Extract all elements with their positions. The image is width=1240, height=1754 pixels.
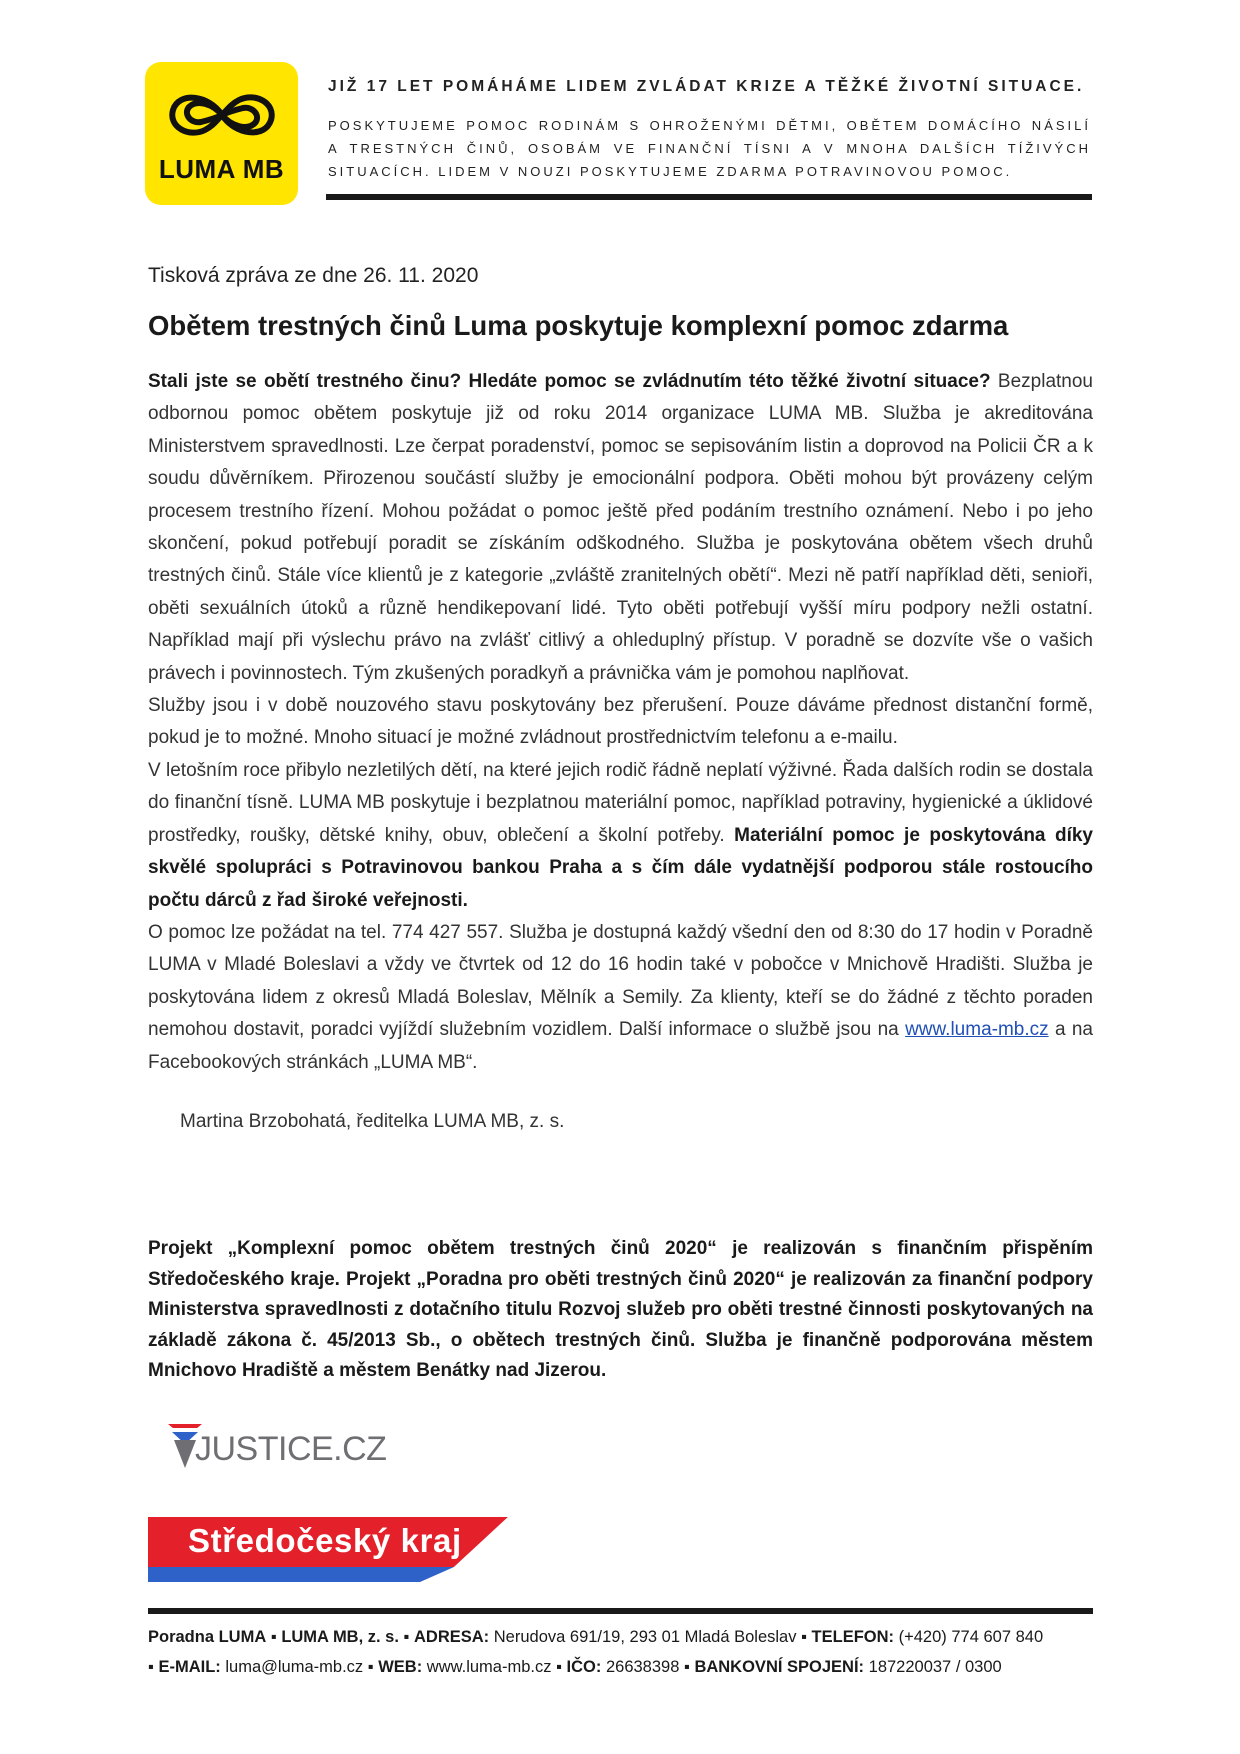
page-title: Obětem trestných činů Luma poskytuje komplexní pomoc zdarma: [148, 310, 1009, 341]
project-funding-note: Projekt „Komplexní pomoc obětem trestných činů 2020“ je realizován s finančním přispěním Středočeského kraje. Projekt „Poradna pro oběti trestných činů 2020“ je realizován za finanční podpory Ministerstva spravedlnosti z dotačního titulu Rozvoj služeb pro oběti trestné činnosti poskytovaných na základě zákona č. 45/2013 Sb., o obětech trestných činů. Služba je finančně podporována městem Mnichovo Hradiště a městem Benátky nad Jizerou.: [148, 1238, 1093, 1381]
header-text: [328, 78, 1091, 183]
website-link[interactable]: www.luma-mb.cz: [905, 1019, 1049, 1041]
bullet-icon: ▪: [367, 1658, 374, 1676]
press-release-date: Tisková zpráva ze dne 26. 11. 2020: [148, 264, 479, 287]
footer-ico-label: IČO:: [566, 1658, 602, 1676]
signature: Martina Brzobohatá, ředitelka LUMA MB, z. s.: [180, 1110, 565, 1132]
bullet-icon: ▪: [556, 1658, 562, 1676]
footer-email[interactable]: luma@luma-mb.cz: [225, 1658, 364, 1676]
article-body: [148, 366, 1093, 1079]
press-release: [148, 264, 1093, 1133]
footer-bank: 187220037 / 0300: [868, 1658, 1002, 1676]
justice-cz-logo: [168, 1424, 387, 1474]
footer-address: Nerudova 691/19, 293 01 Mladá Boleslav: [493, 1628, 797, 1646]
bullet-icon: ▪: [683, 1658, 690, 1676]
footer-address-label: ADRESA:: [414, 1628, 490, 1646]
paragraph-2: Služby jsou i v době nouzového stavu poskytovány bez přerušení. Pouze dáváme přednost distanční formě, pokud je to možné. Mnoho situací je možné zvládnout prostřednictvím telefonu a e-mailu.: [148, 695, 1093, 749]
footer-phone: (+420) 774 607 840: [898, 1628, 1044, 1646]
paragraph-3: [148, 755, 1093, 917]
justice-cz-wordmark: JUSTICE.CZ: [195, 1430, 387, 1468]
kraj-wordmark: Středočeský kraj: [188, 1522, 462, 1559]
footer-web-label: WEB:: [378, 1658, 423, 1676]
infinity-logo-icon: [163, 82, 281, 148]
logo-wordmark: LUMA MB: [158, 154, 285, 184]
footer-line-2: [148, 1652, 1093, 1682]
footer-web[interactable]: www.luma-mb.cz: [426, 1658, 552, 1676]
bullet-icon: ▪: [801, 1628, 807, 1646]
footer-phone-label: TELEFON:: [811, 1628, 895, 1646]
paragraph-1: [148, 366, 1093, 690]
paragraph-1-text: Bezplatnou odbornou pomoc obětem poskytuje již od roku 2014 organizace LUMA MB. Služba je akreditována Ministerstvem spravedlnosti. Lze čerpat poradenství, pomoc se sepisováním listin a doprovod na Policii ČR a k soudu důvěrníkem. Přirozenou součástí služby je emocionální podpora. Oběti mohou být provázeny celým procesem trestního řízení. Mohou požádat o pomoc ještě před podáním trestního oznámení. Nebo i po jeho skončení, pokud potřebují poradit se získáním odškodného. Služba je poskytována obětem všech druhů trestných činů. Stále více klientů je z kategorie „zvláště zranitelných obětí“. Mezi ně patří například děti, senioři, oběti sexuálních útoků a různě hendikepovaní lidé. Tyto oběti potřebují vyšší míru podpory nežli ostatní. Například mají při výslechu právo na zvlášť citlivý a ohleduplný přístup. V poradně se dozvíte vše o vašich právech i povinnostech. Tým zkušených poradkyň a právnička vám je pomohou naplňovat.: [148, 371, 1093, 684]
bullet-icon: ▪: [270, 1628, 277, 1646]
footer-divider: [148, 1608, 1093, 1614]
stredocesky-kraj-logo: [148, 1517, 508, 1582]
footer-org-legal: LUMA MB, z. s.: [281, 1628, 399, 1646]
header-tagline: JIŽ 17 LET POMÁHÁME LIDEM ZVLÁDAT KRIZE A TĚŽKÉ ŽIVOTNÍ SITUACE.: [328, 78, 1085, 95]
bullet-icon: ▪: [403, 1628, 410, 1646]
bullet-icon: ▪: [148, 1658, 154, 1676]
header-subtagline: POSKYTUJEME POMOC RODINÁM S OHROŽENÝMI DĚTMI, OBĚTEM DOMÁCÍHO NÁSILÍ A TRESTNÝCH ČINŮ, OSOBÁM VE FINANČNÍ TÍSNI A V MNOHA DALŠÍCH TÍŽIVÝCH SITUACÍCH. LIDEM V NOUZI POSKYTUJEME ZDARMA POTRAVINOVOU POMOC.: [328, 118, 1091, 179]
header-divider: [326, 194, 1092, 200]
paragraph-3-bold: Materiální pomoc je poskytována díky skvělé spolupráci s Potravinovou bankou Praha a s čím dále vydatnější podporou stále rostoucího počtu dárců z řad široké veřejnosti.: [148, 824, 1093, 911]
footer-email-label: E-MAIL:: [158, 1658, 221, 1676]
footer-line-1: [148, 1622, 1093, 1652]
paragraph-3-text: V letošním roce přibylo nezletilých dětí, na které jejich rodič řádně neplatí výživné. Řada dalších rodin se dostala do finanční tísně. LUMA MB poskytuje i bezplatnou materiální pomoc, například potraviny, hygienické a úklidové prostředky, roušky, dětské knihy, obuv, oblečení a školní potřeby.: [148, 759, 1093, 846]
footer-ico: 26638398: [605, 1658, 680, 1676]
luma-mb-logo: [145, 62, 298, 205]
footer-org: Poradna LUMA: [148, 1628, 267, 1646]
paragraph-4-text: O pomoc lze požádat na tel. 774 427 557. Služba je dostupná každý všední den od 8:30 do 17 hodin v Poradně LUMA v Mladé Boleslavi a vždy ve čtvrtek od 12 do 16 hodin také v pobočce v Mnichově Hradišti. Služba je poskytována lidem z okresů Mladá Boleslav, Mělník a Semily. Za klienty, kteří se do žádné z těchto poraden nemohou dostavit, poradci vyjíždí služebním vozidlem. Další informace o službě jsou na: [148, 921, 1093, 1041]
footer-contact: [148, 1622, 1093, 1682]
paragraph-4: [148, 917, 1093, 1079]
footer-bank-label: BANKOVNÍ SPOJENÍ:: [694, 1658, 865, 1676]
paragraph-4-end: a na Facebookových stránkách „LUMA MB“.: [148, 1019, 1093, 1073]
paragraph-1-lead: Stali jste se obětí trestného činu? Hledáte pomoc se zvládnutím této těžké životní situace?: [148, 371, 991, 392]
